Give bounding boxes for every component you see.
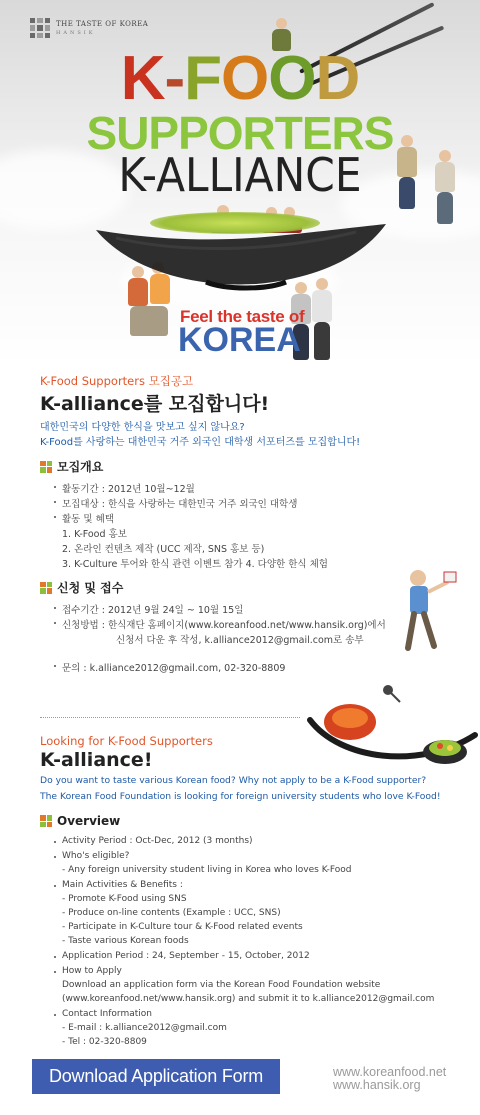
logo-line-2: HANSIK [56, 30, 96, 36]
english-main-4: - Taste various Korean foods [62, 936, 189, 946]
english-main-label: Main Activities & Benefits : [62, 880, 183, 890]
english-intro-2: The Korean Food Foundation is looking for foreign university students who love K-Food! [40, 791, 441, 802]
tagline-big: KOREA [178, 321, 301, 359]
section-grid-icon [40, 461, 52, 473]
english-contact-tel: - Tel : 02-320-8809 [62, 1037, 147, 1047]
english-main-2: - Produce on-line contents (Example : UCC, SNS) [62, 908, 281, 918]
english-how-label: How to Apply [62, 966, 122, 976]
korean-title: K-alliance를 모집합니다! [40, 393, 270, 415]
english-subtitle: Looking for K-Food Supporters [40, 734, 213, 748]
korean-benefit-2: 2. 온라인 컨텐츠 제작 (UCC 제작, SNS 홍보 등) [62, 544, 265, 555]
alliance-title: K-ALLIANCE [118, 148, 362, 202]
section-grid-icon [40, 815, 52, 827]
english-contact-label: Contact Information [62, 1009, 152, 1019]
koreanfood-link[interactable]: www.koreanfood.net [333, 1065, 447, 1079]
english-activity-period: Activity Period : Oct-Dec, 2012 (3 months) [62, 836, 253, 846]
korean-intro-1: 대한민국의 다양한 한식을 맛보고 싶지 않나요? [40, 422, 245, 433]
hansik-logo[interactable] [30, 18, 148, 38]
tagline-small: Feel the taste of [180, 307, 305, 326]
logo-line-1: THE TASTE OF KOREA [56, 20, 149, 28]
korean-apply-heading: 신청 및 접수 [40, 579, 123, 596]
hansik-link[interactable]: www.hansik.org [333, 1078, 421, 1092]
english-title: K-alliance! [40, 749, 153, 771]
korean-benefit-1: 1. K-Food 홍보 [62, 529, 127, 540]
korean-food-illustration [300, 680, 480, 770]
korean-overview-benefits-label: 활동 및 혜택 [62, 511, 114, 525]
korean-subtitle: K-Food Supporters 모집공고 [40, 374, 194, 388]
hero-banner [0, 0, 480, 365]
korean-apply-period: 접수기간 : 2012년 9월 24일 ~ 10월 15일 [62, 602, 243, 616]
section-grid-icon [40, 582, 52, 594]
kfood-title: K-FOOD [120, 44, 360, 113]
ink-brush-bowl-icon [96, 222, 386, 292]
download-application-button[interactable]: Download Application Form [32, 1059, 280, 1094]
english-contact-email: - E-mail : k.alliance2012@gmail.com [62, 1023, 227, 1033]
korean-apply-contact: 문의 : k.alliance2012@gmail.com, 02-320-8809 [62, 660, 285, 674]
english-how-2: (www.koreanfood.net/www.hansik.org) and submit it to k.alliance2012@gmail.com [62, 994, 435, 1004]
section-divider [40, 717, 300, 718]
english-overview-heading: Overview [40, 814, 120, 828]
korean-apply-method-2: 신청서 다운 후 작성, k.alliance2012@gmail.com로 송부 [116, 635, 364, 646]
korean-overview-period: 활동기간 : 2012년 10월~12월 [62, 481, 195, 495]
korean-intro-2: K-Food를 사랑하는 대한민국 거주 외국인 대학생 서포터즈를 모집합니다! [40, 437, 361, 448]
english-main-1: - Promote K-Food using SNS [62, 894, 187, 904]
korean-benefit-3: 3. K-Culture 투어와 한식 관련 이벤트 참가 4. 다양한 한식 체험 [62, 559, 328, 570]
english-eligible-label: Who's eligible? [62, 851, 130, 861]
runner-illustration [398, 568, 458, 668]
english-main-3: - Participate in K-Culture tour & K-Food related events [62, 922, 303, 932]
english-application-period: Application Period : 24, September - 15, October, 2012 [62, 951, 310, 961]
english-how-1: Download an application form via the Korean Food Foundation website [62, 980, 381, 990]
korean-apply-method-1: 신청방법 : 한식재단 홈페이지(www.koreanfood.net/www.hansik.org)에서 [62, 617, 386, 631]
korean-overview-heading: 모집개요 [40, 458, 103, 475]
korean-overview-target: 모집대상 : 한식을 사랑하는 대한민국 거주 외국인 대학생 [62, 496, 297, 510]
english-intro-1: Do you want to taste various Korean food? Why not apply to be a K-Food supporter? [40, 775, 427, 786]
english-eligible-detail: - Any foreign university student living in Korea who loves K-Food [62, 865, 352, 875]
supporters-title: SUPPORTERS [86, 107, 394, 159]
logo-mark-icon [30, 18, 50, 38]
